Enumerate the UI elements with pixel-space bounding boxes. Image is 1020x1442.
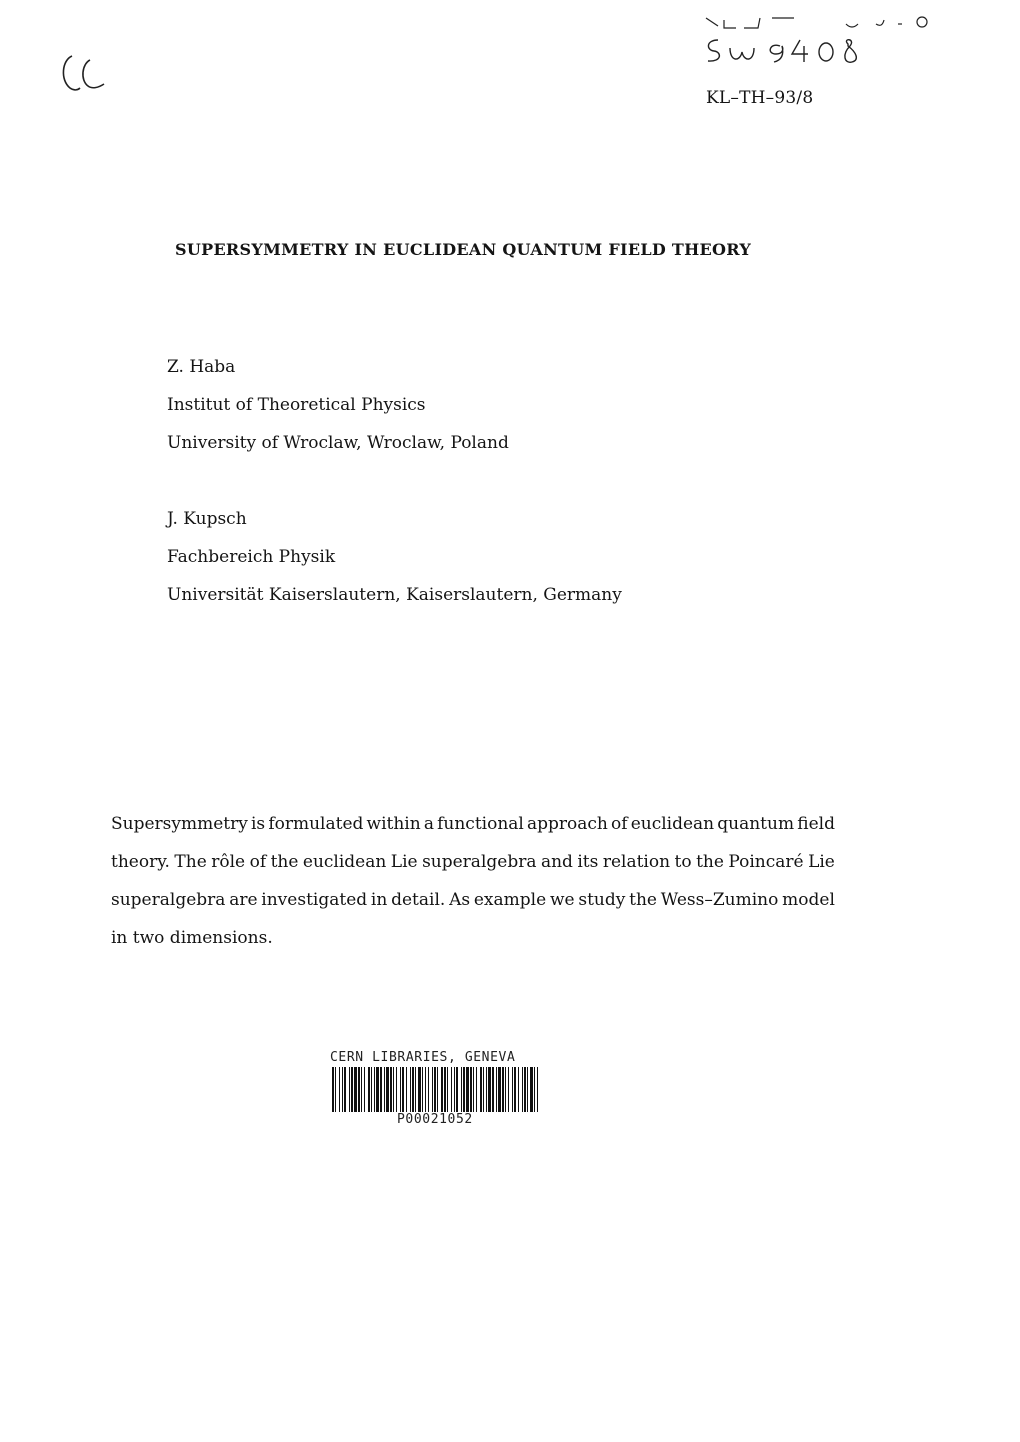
barcode-bar bbox=[508, 1067, 509, 1112]
author-department: Fachbereich Physik bbox=[167, 547, 336, 567]
barcode-bar bbox=[410, 1067, 411, 1112]
abstract-word: and bbox=[540, 852, 573, 872]
barcode-bar bbox=[488, 1067, 491, 1112]
library-label: CERN LIBRARIES, GENEVA bbox=[330, 1050, 516, 1065]
author-name: Z. Haba bbox=[167, 357, 236, 377]
barcode-bar bbox=[428, 1067, 429, 1112]
author-block-1 bbox=[167, 355, 509, 469]
handwritten-top-note bbox=[700, 6, 940, 68]
barcode-bar bbox=[524, 1067, 526, 1112]
barcode-bar bbox=[447, 1067, 448, 1112]
abstract-word: Supersymmetry bbox=[111, 814, 248, 834]
barcode-bar bbox=[486, 1067, 487, 1112]
barcode-bar bbox=[432, 1067, 433, 1112]
barcode-bar bbox=[530, 1067, 533, 1112]
author-affiliation: Universität Kaiserslautern, Kaiserslautern, Germany bbox=[167, 585, 622, 605]
abstract-word: model bbox=[782, 890, 835, 910]
barcode-bar bbox=[386, 1067, 389, 1112]
barcode-bar bbox=[456, 1067, 458, 1112]
barcode-bar bbox=[527, 1067, 528, 1112]
barcode-bar bbox=[512, 1067, 513, 1112]
abstract-word: the bbox=[270, 852, 299, 872]
barcode-bar bbox=[361, 1067, 362, 1112]
abstract-word: formulated bbox=[268, 814, 364, 834]
barcode-bar bbox=[514, 1067, 516, 1112]
barcode-bar bbox=[505, 1067, 506, 1112]
barcode-bar bbox=[349, 1067, 350, 1112]
abstract-word: within bbox=[366, 814, 421, 834]
barcode-bar bbox=[518, 1067, 519, 1112]
abstract-word: Wess–Zumino bbox=[660, 890, 779, 910]
barcode-bar bbox=[522, 1067, 523, 1112]
barcode-bar bbox=[402, 1067, 404, 1112]
abstract-word: the bbox=[629, 890, 657, 910]
barcode-bar bbox=[444, 1067, 446, 1112]
abstract-line bbox=[111, 812, 835, 850]
abstract-word: example bbox=[473, 890, 547, 910]
abstract-word: approach bbox=[527, 814, 608, 834]
abstract-word: euclidean bbox=[630, 814, 715, 834]
barcode-bar bbox=[380, 1067, 382, 1112]
report-number: KL–TH–93/8 bbox=[706, 88, 814, 108]
barcode-bar bbox=[534, 1067, 535, 1112]
abstract-word: to bbox=[674, 852, 692, 872]
abstract-word: rôle bbox=[211, 852, 246, 872]
abstract-word: Lie bbox=[808, 852, 835, 872]
barcode-bar bbox=[422, 1067, 423, 1112]
barcode bbox=[332, 1067, 540, 1112]
abstract-word: relation bbox=[602, 852, 671, 872]
barcode-bar bbox=[406, 1067, 407, 1112]
handwritten-corner-mark bbox=[58, 50, 108, 96]
abstract-word: detail. bbox=[391, 890, 446, 910]
barcode-bar bbox=[371, 1067, 372, 1112]
barcode-bar bbox=[344, 1067, 346, 1112]
barcode-bar bbox=[351, 1067, 353, 1112]
barcode-bar bbox=[368, 1067, 370, 1112]
barcode-bar bbox=[393, 1067, 394, 1112]
abstract-word: are bbox=[229, 890, 258, 910]
barcode-bar bbox=[418, 1067, 421, 1112]
abstract-word: Lie bbox=[390, 852, 418, 872]
barcode-bar bbox=[496, 1067, 497, 1112]
barcode-bar bbox=[476, 1067, 477, 1112]
abstract-word: The bbox=[174, 852, 207, 872]
abstract-word: euclidean bbox=[302, 852, 387, 872]
author-block-2 bbox=[167, 507, 622, 621]
barcode-bar bbox=[412, 1067, 414, 1112]
barcode-bar bbox=[463, 1067, 465, 1112]
barcode-bar bbox=[451, 1067, 452, 1112]
barcode-bar bbox=[498, 1067, 501, 1112]
barcode-bar bbox=[364, 1067, 365, 1112]
abstract-word: quantum bbox=[717, 814, 795, 834]
barcode-bar bbox=[492, 1067, 494, 1112]
abstract-line bbox=[111, 888, 835, 926]
barcode-bar bbox=[384, 1067, 385, 1112]
abstract-word: its bbox=[577, 852, 599, 872]
abstract-word: superalgebra bbox=[111, 890, 226, 910]
barcode-bar bbox=[390, 1067, 392, 1112]
barcode-bar bbox=[374, 1067, 375, 1112]
abstract-word: field bbox=[797, 814, 835, 834]
barcode-bar bbox=[425, 1067, 426, 1112]
abstract-word: the bbox=[696, 852, 724, 872]
barcode-bar bbox=[437, 1067, 438, 1112]
barcode-bar bbox=[339, 1067, 340, 1112]
abstract-word: Poincaré bbox=[728, 852, 804, 872]
barcode-bar bbox=[332, 1067, 334, 1112]
barcode-bar bbox=[537, 1067, 538, 1112]
barcode-bar bbox=[466, 1067, 469, 1112]
barcode-bar bbox=[354, 1067, 357, 1112]
abstract-line bbox=[111, 850, 835, 888]
author-department: Institut of Theoretical Physics bbox=[167, 395, 426, 415]
abstract-word: study bbox=[578, 890, 626, 910]
barcode-bar bbox=[470, 1067, 472, 1112]
library-barcode-stamp bbox=[330, 1050, 542, 1130]
abstract-line: in two dimensions. bbox=[111, 928, 273, 948]
barcode-bar bbox=[342, 1067, 343, 1112]
barcode-bar bbox=[480, 1067, 482, 1112]
paper-title: SUPERSYMMETRY IN EUCLIDEAN QUANTUM FIELD THEORY bbox=[175, 240, 752, 259]
barcode-bar bbox=[358, 1067, 360, 1112]
abstract-word: of bbox=[249, 852, 267, 872]
barcode-bar bbox=[434, 1067, 436, 1112]
abstract bbox=[111, 812, 835, 964]
author-name: J. Kupsch bbox=[167, 509, 247, 529]
abstract-word: superalgebra bbox=[422, 852, 537, 872]
abstract-word: in bbox=[370, 890, 388, 910]
abstract-word: we bbox=[549, 890, 575, 910]
abstract-word: theory. bbox=[111, 852, 170, 872]
abstract-word: functional bbox=[437, 814, 524, 834]
barcode-bar bbox=[473, 1067, 474, 1112]
barcode-bar bbox=[400, 1067, 401, 1112]
barcode-bar bbox=[396, 1067, 397, 1112]
author-affiliation: University of Wroclaw, Wroclaw, Poland bbox=[167, 433, 509, 453]
barcode-bar bbox=[376, 1067, 379, 1112]
barcode-bar bbox=[454, 1067, 455, 1112]
abstract-word: of bbox=[611, 814, 628, 834]
barcode-bar bbox=[483, 1067, 484, 1112]
abstract-word: is bbox=[251, 814, 266, 834]
abstract-word: As bbox=[449, 890, 471, 910]
barcode-bar bbox=[441, 1067, 443, 1112]
barcode-bar bbox=[502, 1067, 504, 1112]
barcode-bar bbox=[335, 1067, 336, 1112]
abstract-word: investigated bbox=[261, 890, 368, 910]
barcode-bar bbox=[461, 1067, 462, 1112]
abstract-word: a bbox=[423, 814, 434, 834]
barcode-number: P00021052 bbox=[397, 1112, 473, 1127]
barcode-bar bbox=[415, 1067, 416, 1112]
